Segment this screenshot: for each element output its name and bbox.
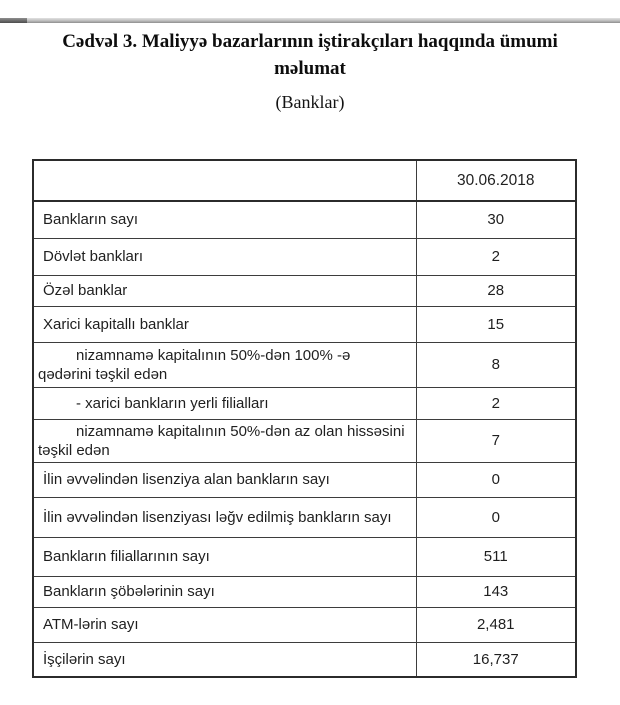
table-row	[33, 387, 576, 419]
row-value-cell: 2	[416, 238, 576, 275]
row-label-cell: nizamnamə kapitalının 50%-dən az olan hissəsini təşkil edən	[33, 419, 416, 462]
row-value-cell: 2	[416, 387, 576, 419]
row-label-cell: İşçilərin sayı	[33, 642, 416, 677]
row-value-cell: 0	[416, 462, 576, 497]
table-row	[33, 462, 576, 497]
row-value-cell: 0	[416, 497, 576, 537]
document-title-line2: məlumat	[274, 58, 346, 79]
row-label-cell: Bankların sayı	[33, 201, 416, 238]
table-header-row	[33, 160, 576, 201]
table-row	[33, 642, 576, 677]
table-row	[33, 201, 576, 238]
document-title	[0, 28, 620, 82]
row-value-cell: 28	[416, 275, 576, 306]
row-label-cell: - xarici bankların yerli filialları	[33, 387, 416, 419]
row-value-cell: 7	[416, 419, 576, 462]
row-label-cell: ATM-lərin sayı	[33, 607, 416, 642]
document-subtitle: (Banklar)	[275, 92, 345, 112]
table-row	[33, 238, 576, 275]
row-label-cell: Bankların şöbələrinin sayı	[33, 576, 416, 607]
row-value-cell: 16,737	[416, 642, 576, 677]
row-value-cell: 2,481	[416, 607, 576, 642]
row-value-cell: 15	[416, 306, 576, 342]
table-row	[33, 497, 576, 537]
table-row	[33, 419, 576, 462]
row-label-cell: İlin əvvəlindən lisenziyası ləğv edilmiş bankların sayı	[33, 497, 416, 537]
row-label-cell: Özəl banklar	[33, 275, 416, 306]
table-row	[33, 607, 576, 642]
row-value-cell: 30	[416, 201, 576, 238]
document-title-line1: Cədvəl 3. Maliyyə bazarlarının iştirakçıları haqqında ümumi	[62, 31, 558, 52]
table-row	[33, 576, 576, 607]
row-label-cell: İlin əvvəlindən lisenziya alan bankların sayı	[33, 462, 416, 497]
row-value-cell: 8	[416, 342, 576, 387]
row-label-cell: nizamnamə kapitalının 50%-dən 100% -ə qədərini təşkil edən	[33, 342, 416, 387]
table-row	[33, 342, 576, 387]
row-value-cell: 511	[416, 537, 576, 576]
banks-summary-table	[32, 159, 577, 678]
top-divider-dark-segment	[0, 18, 27, 23]
date-column-header: 30.06.2018	[416, 160, 576, 201]
top-divider-line	[0, 18, 620, 23]
table-row	[33, 306, 576, 342]
row-label-cell: Dövlət bankları	[33, 238, 416, 275]
row-label-cell: Bankların filiallarının sayı	[33, 537, 416, 576]
row-value-cell: 143	[416, 576, 576, 607]
table-row	[33, 537, 576, 576]
table-row	[33, 275, 576, 306]
empty-header-cell	[33, 160, 416, 201]
row-label-cell: Xarici kapitallı banklar	[33, 306, 416, 342]
